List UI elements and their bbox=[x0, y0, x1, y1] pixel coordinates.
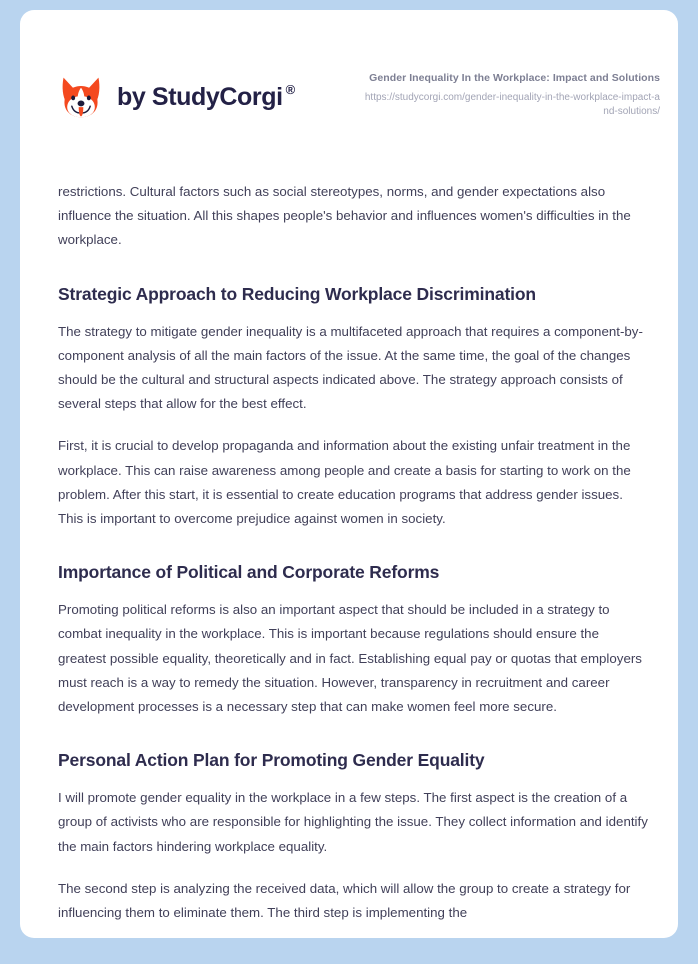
body-paragraph: First, it is crucial to develop propaganda and information about the existing unfair treatment in the workplace. This can raise awareness among people and create a basis for starting to work on the problem. After this start, it is essential to create education programs that address gender issues. This is important to overcome prejudice against women in society. bbox=[58, 438, 631, 526]
corgi-face-logo-icon bbox=[58, 74, 104, 120]
section-heading: Importance of Political and Corporate Reforms bbox=[58, 562, 440, 583]
brand-name-text: by StudyCorgi bbox=[117, 82, 283, 111]
body-paragraph: The strategy to mitigate gender inequality is a multifaceted approach that requires a component-by-component analysis of all the main factors of the issue. At the same time, the goal of the changes should be the cultural and structural aspects indicated above. The strategy approach consists of several steps that allow for the best effect. bbox=[58, 323, 643, 412]
document-card bbox=[20, 10, 678, 938]
document-title: Gender Inequality In the Workplace: Impact and Solutions bbox=[369, 72, 660, 84]
article-body bbox=[58, 180, 650, 925]
brand-block bbox=[58, 74, 295, 120]
document-header bbox=[20, 10, 678, 158]
header-meta-block bbox=[360, 68, 660, 120]
section-heading: Strategic Approach to Reducing Workplace Discrimination bbox=[58, 283, 536, 304]
section-heading: Personal Action Plan for Promoting Gender Equality bbox=[58, 750, 485, 771]
brand-wordmark bbox=[117, 81, 295, 111]
registered-trademark-mark: ® bbox=[285, 81, 295, 97]
body-paragraph: restrictions. Cultural factors such as social stereotypes, norms, and gender expectations also influence the situation. All this shapes people's behavior and influences women's difficulties in the workplace. bbox=[58, 184, 631, 248]
body-paragraph: I will promote gender equality in the workplace in a few steps. The first aspect is the creation of a group of activists who are responsible for highlighting the issue. They collect information and identify the main factors hindering workplace equality. bbox=[58, 790, 648, 854]
body-paragraph: The second step is analyzing the received data, which will allow the group to create a strategy for influencing them to eliminate them. The third step is implementing the bbox=[58, 880, 631, 921]
body-paragraph: Promoting political reforms is also an important aspect that should be included in a strategy to combat inequality in the workplace. This is important because regulations should ensure the greatest possible equality, theoretically and in fact. Establishing equal pay or quotas that employers must reach is a way to remedy the situation. However, transparency in recruitment and career development processes is a necessary step that can make women feel more secure. bbox=[58, 602, 642, 714]
source-url[interactable]: https://studycorgi.com/gender-inequality-in-the-workplace-impact-and-solutions/ bbox=[364, 91, 660, 118]
